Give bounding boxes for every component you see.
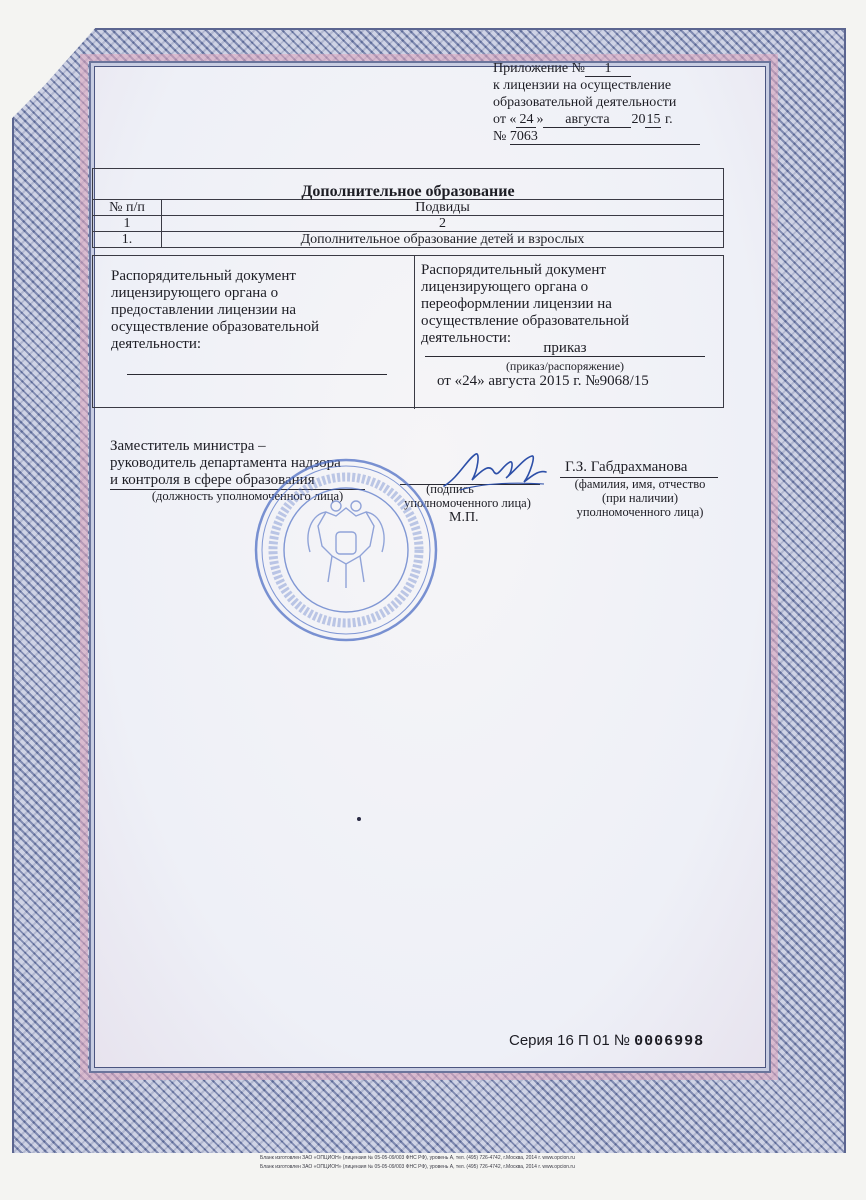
subtypes-table xyxy=(92,168,724,248)
bottom-margin xyxy=(0,1153,866,1200)
license-number: 7063 xyxy=(510,130,700,145)
grant-doc-line: Распорядительный документ xyxy=(111,268,296,284)
col-number-2: 2 xyxy=(162,216,724,232)
ink-speck xyxy=(357,817,361,821)
year-end: г. xyxy=(664,112,673,127)
year-prefix: 20 xyxy=(631,112,646,127)
grant-document-cell xyxy=(93,256,415,409)
date-mid: » xyxy=(536,112,544,127)
annex-number: 1 xyxy=(585,62,631,77)
grant-doc-line: деятельности: xyxy=(111,336,202,352)
col-number-1: 1 xyxy=(93,216,162,232)
year-suffix: 15 xyxy=(646,112,661,127)
name-caption-2: (при наличии) xyxy=(601,491,679,505)
position-line: Заместитель министра – xyxy=(110,438,266,454)
reissue-doc-line: осуществление образовательной xyxy=(421,313,629,329)
stamp-place-label: М.П. xyxy=(449,510,479,525)
table-row xyxy=(93,232,724,248)
admin-documents-box xyxy=(92,255,724,408)
annex-line-2: к лицензии на осуществление xyxy=(493,78,672,93)
printer-imprint: Бланк изготовлен ЗАО «ОПЦИОН» (лицензия № 05-05-09/003 ФНС РФ), уровень А, тел. (495) 726-4742, г.Москва, 2014 г. www.opcion.ru xyxy=(260,1155,575,1161)
doc-type-caption: (приказ/распоряжение) xyxy=(505,359,625,373)
form-serial-number xyxy=(509,1032,704,1050)
license-label: № xyxy=(493,129,507,144)
sign-caption-2: уполномоченного лица) xyxy=(404,496,531,510)
name-caption-3: уполномоченного лица) xyxy=(576,505,704,519)
position-line: и контроля в сфере образования xyxy=(110,472,365,490)
official-seal-icon xyxy=(252,456,440,644)
row-subtype: Дополнительное образование детей и взрослых xyxy=(162,232,724,248)
reissue-doc-line: деятельности: xyxy=(421,330,512,346)
position-caption: (должность уполномоченного лица) xyxy=(151,489,344,503)
annex-line-3: образовательной деятельности xyxy=(493,95,677,110)
grant-doc-line: лицензирующего органа о xyxy=(111,285,279,301)
official-name: Г.З. Габдрахманова xyxy=(565,459,688,475)
header-no: № п/п xyxy=(93,200,162,216)
doc-reference: от «24» августа 2015 г. №9068/15 xyxy=(437,373,649,389)
doc-type: приказ xyxy=(425,340,705,357)
date-day: 24 xyxy=(516,113,536,128)
serial-label: Серия 16 П 01 № xyxy=(509,1032,630,1049)
reissue-doc-line: Распорядительный документ xyxy=(421,262,606,278)
grant-doc-line: предоставлении лицензии на xyxy=(111,302,297,318)
reissue-doc-line: переоформлении лицензии на xyxy=(421,296,612,312)
header-subtypes: Подвиды xyxy=(162,200,724,216)
name-caption-1: (фамилия, имя, отчество xyxy=(574,477,706,491)
annex-label: Приложение № xyxy=(493,61,585,76)
row-number: 1. xyxy=(93,232,162,248)
serial-number: 0006998 xyxy=(634,1033,705,1050)
date-prefix: от « xyxy=(493,112,517,127)
annex-header xyxy=(493,60,723,145)
table-title: Дополнительное образование xyxy=(93,169,724,200)
date-month: августа xyxy=(543,113,631,128)
grant-doc-blank xyxy=(127,374,387,375)
reissue-doc-line: лицензирующего органа о xyxy=(421,279,589,295)
handwritten-signature xyxy=(440,448,550,496)
sign-caption-1: (подпись xyxy=(426,482,474,496)
reissue-document-cell xyxy=(415,256,723,409)
position-line: руководитель департамента надзора xyxy=(110,455,341,471)
grant-doc-line: осуществление образовательной xyxy=(111,319,319,335)
printer-imprint-duplicate: Бланк изготовлен ЗАО «ОПЦИОН» (лицензия № 05-05-09/003 ФНС РФ), уровень А, тел. (495) 726-4742, г.Москва, 2014 г. www.opcion.ru xyxy=(260,1164,575,1170)
